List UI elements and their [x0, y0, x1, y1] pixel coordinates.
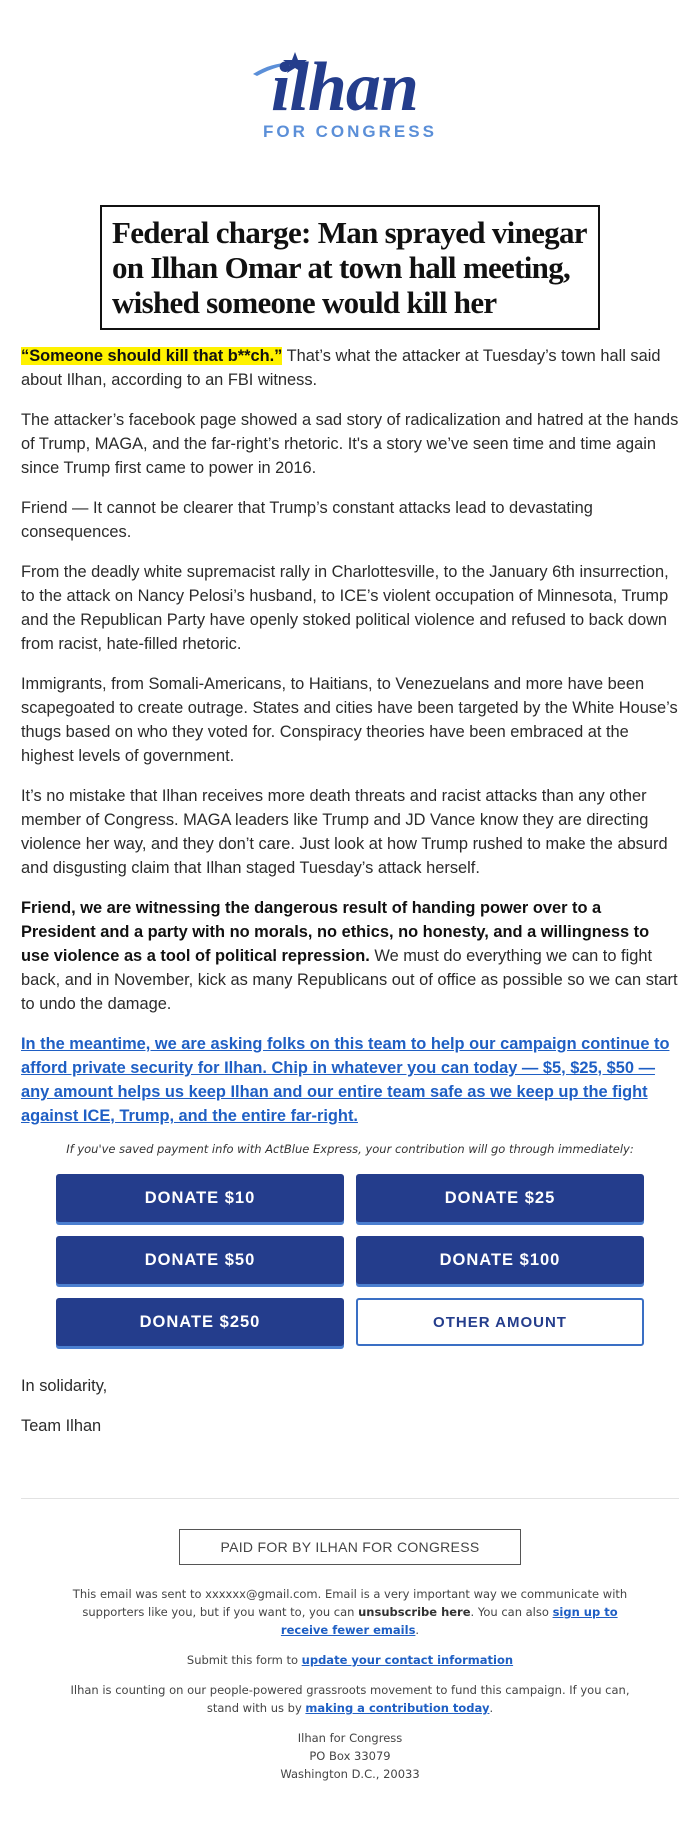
donate-25-button[interactable]: DONATE $25 — [356, 1174, 644, 1222]
unsubscribe-link[interactable]: unsubscribe here — [358, 1605, 471, 1619]
fewer-emails-link[interactable]: sign up to receive fewer emails — [280, 1605, 618, 1637]
logo-wordmark-text: ilhan — [271, 49, 418, 120]
actblue-express-note: If you've saved payment info with ActBlue Express, your contribution will go through immediately: — [66, 1142, 634, 1156]
paid-for-disclaimer: PAID FOR BY ILHAN FOR CONGRESS — [179, 1529, 521, 1565]
footer-fund-note — [70, 1681, 630, 1717]
paragraph-radicalization: The attacker’s facebook page showed a sad story of radicalization and hatred at the hands of Trump, MAGA, and the far-right’s rhetoric. It's a story we’ve seen time and time again since Trump first came to power in 2016. — [21, 411, 679, 477]
sent-note-end: . — [415, 1623, 420, 1637]
update-note-text: Submit this form to — [186, 1653, 302, 1667]
bold-statement: Friend, we are witnessing the dangerous result of handing power over to a President and a party with no morals, no ethics, no honesty, and a willingness to use violence as a tool of political repression. — [21, 899, 650, 965]
address-pobox: PO Box 33079 — [309, 1749, 391, 1763]
paragraph-consequences: Friend — It cannot be clearer that Trump’s constant attacks lead to devastating consequences. — [21, 499, 593, 541]
chip-in-link[interactable]: In the meantime, we are asking folks on this team to help our campaign continue to afford private security for Ilhan. Chip in whatever you can today — $5, $25, $50 — any amount helps us keep Ilhan and our entire team safe as we keep up the fight against ICE, Trump, and the entire far-right. — [21, 1035, 670, 1125]
footer-sent-note — [70, 1585, 630, 1639]
donate-button-grid — [21, 1174, 679, 1346]
footer-update-note — [70, 1651, 630, 1669]
paragraph-witnessing — [21, 896, 679, 1016]
update-contact-link[interactable]: update your contact information — [301, 1653, 514, 1667]
sent-note-mid: . You can also — [470, 1605, 553, 1619]
headline-image[interactable] — [100, 205, 600, 330]
fund-note-end: . — [489, 1701, 494, 1715]
other-amount-button[interactable]: OTHER AMOUNT — [356, 1298, 644, 1346]
fight-back-text: We must do everything we can to fight back, and in November, kick as many Republicans out of office as possible so we can start to undo the damage. — [21, 947, 678, 1013]
donate-100-button[interactable]: DONATE $100 — [356, 1236, 644, 1284]
fund-note-text: Ilhan is counting on our people-powered grassroots movement to fund this campaign. If you can, stand with us by — [70, 1683, 630, 1715]
email-body — [21, 330, 679, 1438]
highlighted-quote: “Someone should kill that b**ch.” — [21, 347, 283, 365]
signoff-team: Team Ilhan — [21, 1417, 102, 1435]
address-city: Washington D.C., 20033 — [280, 1767, 420, 1781]
address-org: Ilhan for Congress — [297, 1731, 403, 1745]
sent-note-text: This email was sent to xxxxxx@gmail.com. Email is a very important way we communicate with supporters like you, but if you want to, you can — [72, 1587, 628, 1619]
paragraph-history: From the deadly white supremacist rally in Charlottesville, to the January 6th insurrection, to the attack on Nancy Pelosi’s husband, to ICE’s violent occupation of Minnesota, Trump and the Republican Party have openly stoked political violence and refused to back down from racist, hate-filled rhetoric. — [21, 563, 669, 653]
paragraph-quote — [21, 344, 679, 392]
paragraph-immigrants: Immigrants, from Somali-Americans, to Haitians, to Venezuelans and more have been scapegoated to create outrage. States and cities have been targeted by the White House’s thugs based on who they voted for. Conspiracy theories have been embraced at the highest levels of government. — [21, 675, 678, 765]
campaign-logo[interactable] — [21, 0, 679, 175]
email-footer — [21, 1498, 679, 1783]
paragraph-threats: It’s no mistake that Ilhan receives more death threats and racist attacks than any other member of Congress. MAGA leaders like Trump and JD Vance know they are directing violence her way, and they don’t care. Just look at how Trump rushed to make the absurd and disgusting claim that Ilhan staged Tuesday’s attack herself. — [21, 787, 668, 877]
headline: Federal charge: Man sprayed vinegar on Ilhan Omar at town hall meeting, wished someone would kill her — [112, 215, 587, 320]
donate-250-button[interactable]: DONATE $250 — [56, 1298, 344, 1346]
ilhan-logo-wordmark — [251, 48, 491, 120]
make-contribution-link[interactable]: making a contribution today — [305, 1701, 490, 1715]
email-container — [21, 0, 679, 1783]
quote-context: That’s what the attacker at Tuesday’s town hall said about Ilhan, according to an FBI witness. — [21, 347, 661, 389]
logo-subtitle: FOR CONGRESS — [263, 122, 437, 141]
mailing-address — [21, 1729, 679, 1783]
donate-10-button[interactable]: DONATE $10 — [56, 1174, 344, 1222]
donate-50-button[interactable]: DONATE $50 — [56, 1236, 344, 1284]
signoff-line: In solidarity, — [21, 1377, 108, 1395]
